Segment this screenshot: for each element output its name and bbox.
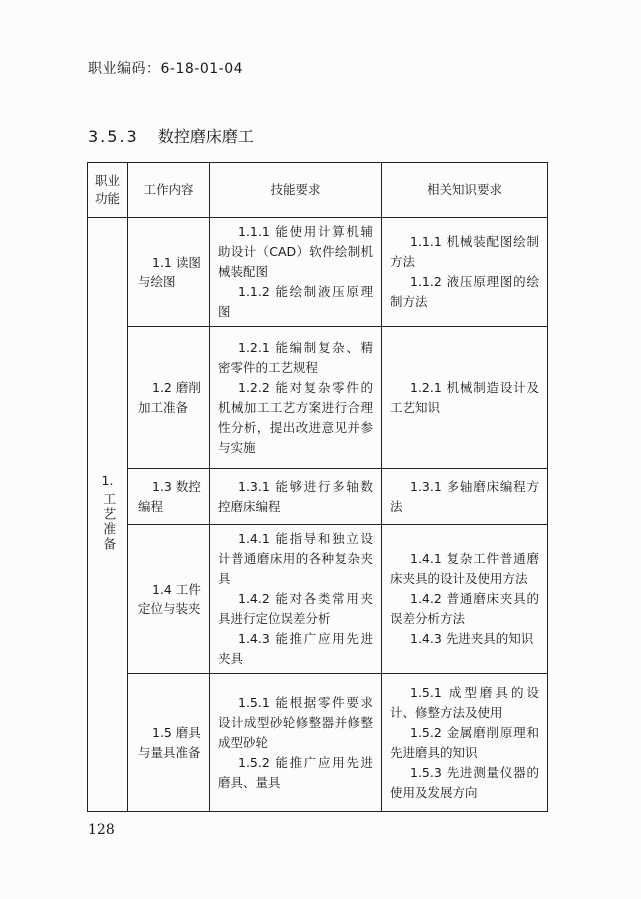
skills-table [87,162,548,812]
section-title: 数控磨床磨工 [157,127,254,146]
work-content-label: 1.4 工件 定位与装夹 [138,581,201,616]
work-content-cell [128,327,210,469]
function-label [99,473,117,557]
work-content-cell [128,674,210,812]
skill-item: 1.4.3 能推广应用先进夹具 [218,631,373,666]
knowledge-item: 1.5.1 成型磨具的设计、修整方法及使用 [390,684,539,720]
header-skills: 技能要求 [210,163,382,218]
skill-item: 1.2.2 能对复杂零件的机械加工工艺方案进行合理性分析，提出改进意见并参与实施 [218,379,373,455]
work-content-label: 1.2 磨削 加工准备 [138,380,201,415]
work-content-cell [128,469,210,525]
knowledge-item: 1.5.2 金属磨削原理和先进磨具的知识 [390,724,539,760]
table-row [88,469,548,525]
skill-requirements-cell [210,469,382,525]
table-row [88,218,548,327]
function-number: 1. [101,472,114,488]
knowledge-requirements-cell [382,674,548,812]
table-row [88,525,548,674]
table-header-row [88,163,548,218]
occupation-code: 职业编码：6-18-01-04 [88,61,244,77]
knowledge-item: 1.3.1 多轴磨床编程方法 [390,478,539,514]
knowledge-requirements-cell [382,327,548,469]
knowledge-item: 1.5.3 先进测量仪器的使用及发展方向 [390,764,539,800]
skill-requirements-cell [210,674,382,812]
skill-requirements-cell [210,525,382,674]
section-heading [88,124,254,147]
skill-item: 1.5.2 能推广应用先进磨具、量具 [218,754,373,790]
work-content-cell [128,218,210,327]
knowledge-item: 1.2.1 机械制造设计及工艺知识 [390,379,539,415]
work-content-label: 1.3 数控 编程 [138,479,201,514]
skill-requirements-cell [210,327,382,469]
skill-item: 1.1.2 能绘制液压原理图 [218,284,373,319]
knowledge-item: 1.4.3 先进夹具的知识 [410,631,534,646]
knowledge-requirements-cell [382,469,548,525]
table-row [88,674,548,812]
header-knowledge: 相关知识要求 [382,163,548,218]
page-number: 128 [88,822,115,838]
table-row [88,327,548,469]
knowledge-requirements-cell [382,525,548,674]
knowledge-item: 1.4.2 普通磨床夹具的误差分析方法 [390,591,539,626]
knowledge-item: 1.1.2 液压原理图的绘制方法 [390,274,539,309]
work-content-label: 1.5 磨具 与量具准备 [138,725,201,760]
function-cell [88,218,128,812]
skill-item: 1.2.1 能编制复杂、精密零件的工艺规程 [218,339,373,375]
skill-item: 1.4.2 能对各类常用夹具进行定位误差分析 [218,591,373,626]
knowledge-requirements-cell [382,218,548,327]
section-number: 3.5.3 [88,127,139,146]
work-content-label: 1.1 读图 与绘图 [138,254,201,289]
skill-item: 1.1.1 能使用计算机辅助设计（CAD）软件绘制机械装配图 [218,224,373,279]
skill-item: 1.3.1 能够进行多轴数控磨床编程 [218,478,373,514]
skill-item: 1.4.1 能指导和独立设计普通磨床用的各种复杂夹具 [218,531,373,586]
header-content: 工作内容 [128,163,210,218]
header-function: 职业功能 [88,163,128,218]
work-content-cell [128,525,210,674]
function-name: 工艺准备 [100,491,116,552]
skill-requirements-cell [210,218,382,327]
knowledge-item: 1.4.1 复杂工件普通磨床夹具的设计及使用方法 [390,551,539,586]
knowledge-item: 1.1.1 机械装配图绘制方法 [390,234,539,269]
skill-item: 1.5.1 能根据零件要求设计成型砂轮修整器并修整成型砂轮 [218,694,373,750]
